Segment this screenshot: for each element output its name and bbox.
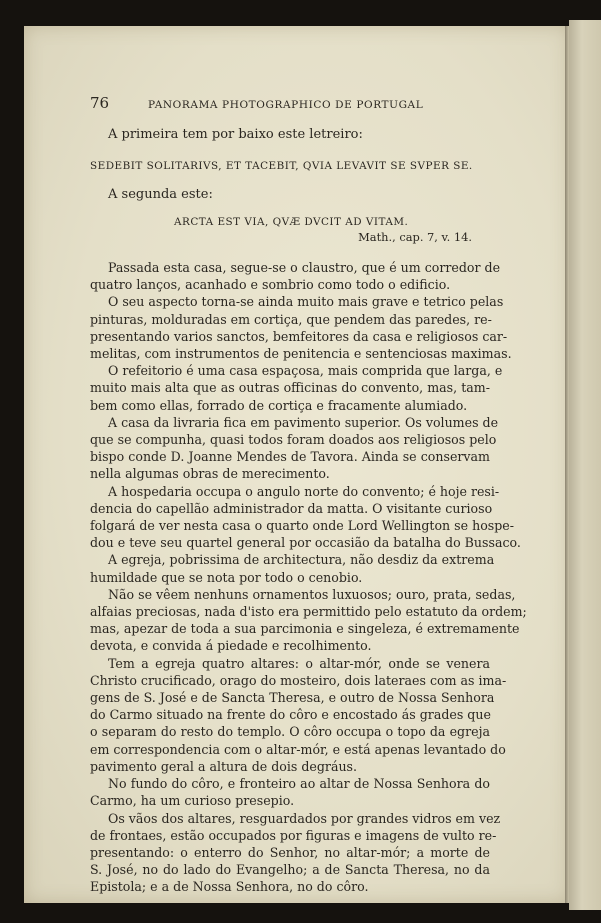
bible-citation: Math., cap. 7, v. 14.: [358, 230, 472, 244]
text-line: nella algumas obras de merecimento.: [90, 466, 330, 482]
text-line: dencia do capellão administrador da matta. O visitante curioso: [90, 500, 493, 516]
text-line: presentando: o enterro do Senhor, no altar-mór; a morte de: [90, 844, 490, 860]
text-line: o separam do resto do templo. O côro occupa o topo da egreja: [90, 724, 490, 740]
text-line: Tem a egreja quatro altares: o altar-mór, onde se venera: [108, 655, 490, 671]
text-line: melitas, com instrumentos de penitencia e sentenciosas maximas.: [90, 346, 512, 362]
page-header: [90, 94, 490, 116]
running-head: PANORAMA PHOTOGRAPHICO DE PORTUGAL: [148, 99, 424, 111]
text-line: Não se vêem nenhuns ornamentos luxuosos; ouro, prata, sedas,: [108, 586, 516, 602]
text-line: Passada esta casa, segue-se o claustro, que é um corredor de: [108, 260, 501, 275]
text-line: O seu aspecto torna-se ainda muito mais grave e tetrico pelas: [108, 294, 504, 310]
text-line: do Carmo situado na frente do côro e encostado ás grades que: [90, 707, 491, 723]
text-line: bispo conde D. Joanne Mendes de Tavora. Ainda se conservam: [90, 449, 490, 465]
text-line: pavimento geral a altura de dois degráus.: [90, 758, 358, 774]
text-line: dou e teve seu quartel general por occasião da batalha do Bussaco.: [90, 535, 521, 551]
facing-page-edge: [569, 20, 601, 910]
text-line: de frontaes, estão occupados por figuras e imagens de vulto re-: [90, 827, 497, 843]
text-line: S. José, no do lado do Evangelho; a de Sancta Theresa, no da: [90, 862, 490, 878]
text-line: A hospedaria occupa o angulo norte do convento; é hoje resi-: [108, 483, 500, 499]
text-line: folgará de ver nesta casa o quarto onde Lord Wellington se hospe-: [90, 518, 515, 534]
text-line: No fundo do côro, e fronteiro ao altar de Nossa Senhora do: [108, 776, 490, 792]
text-line: bem como ellas, forrado de cortiça e fracamente alumiado.: [90, 397, 468, 413]
text-line: Epistola; e a de Nossa Senhora, no do côro.: [90, 879, 369, 895]
inscription-second: ARCTA EST VIA, QVÆ DVCIT AD VITAM.: [174, 216, 409, 228]
body-text: [90, 259, 527, 896]
text-line: humildade que se nota por todo o cenobio.: [90, 569, 363, 585]
text-line: devota, e convida á piedade e recolhimento.: [90, 638, 372, 654]
text-line: presentando varios sanctos, bemfeitores da casa e religiosos car-: [90, 328, 508, 344]
text-line: Carmo, ha um curioso presepio.: [90, 793, 295, 809]
text-line: muito mais alta que as outras officinas do convento, mas, tam-: [90, 380, 490, 396]
text-line: que se compunha, quasi todos foram doados aos religiosos pelo: [90, 432, 497, 448]
intro-second-inscription: A segunda este:: [108, 187, 213, 202]
text-line: pinturas, molduradas em cortiça, que pendem das paredes, re-: [90, 311, 492, 327]
text-line: A egreja, pobrissima de architectura, não desdiz da extrema: [108, 552, 495, 568]
text-line: O refeitorio é uma casa espaçosa, mais comprida que larga, e: [108, 363, 503, 379]
text-line: Christo crucificado, orago do mosteiro, dois lateraes com as ima-: [90, 672, 507, 688]
text-line: gens de S. José e de Sancta Theresa, e outro de Nossa Senhora: [90, 690, 495, 706]
text-line: Os vãos dos altares, resguardados por grandes vidros em vez: [108, 810, 501, 826]
text-line: quatro lanços, acanhado e sombrio como todo o edificio.: [90, 277, 451, 293]
text-line: em correspondencia com o altar-mór, e está apenas levantado do: [90, 741, 506, 757]
inscription-first: SEDEBIT SOLITARIVS, ET TACEBIT, QVIA LEVAVIT SE SVPER SE.: [90, 160, 473, 172]
intro-first-inscription: A primeira tem por baixo este letreiro:: [108, 127, 363, 142]
page-gutter: [565, 26, 569, 903]
text-line: mas, apezar de toda a sua parcimonia e singeleza, é extremamente: [90, 621, 520, 637]
page-text: [90, 94, 527, 896]
text-line: alfaias preciosas, nada d'isto era permittido pelo estatuto da ordem;: [90, 604, 527, 620]
text-line: A casa da livraria fica em pavimento superior. Os volumes de: [108, 414, 499, 430]
page-number: 76: [90, 94, 110, 112]
